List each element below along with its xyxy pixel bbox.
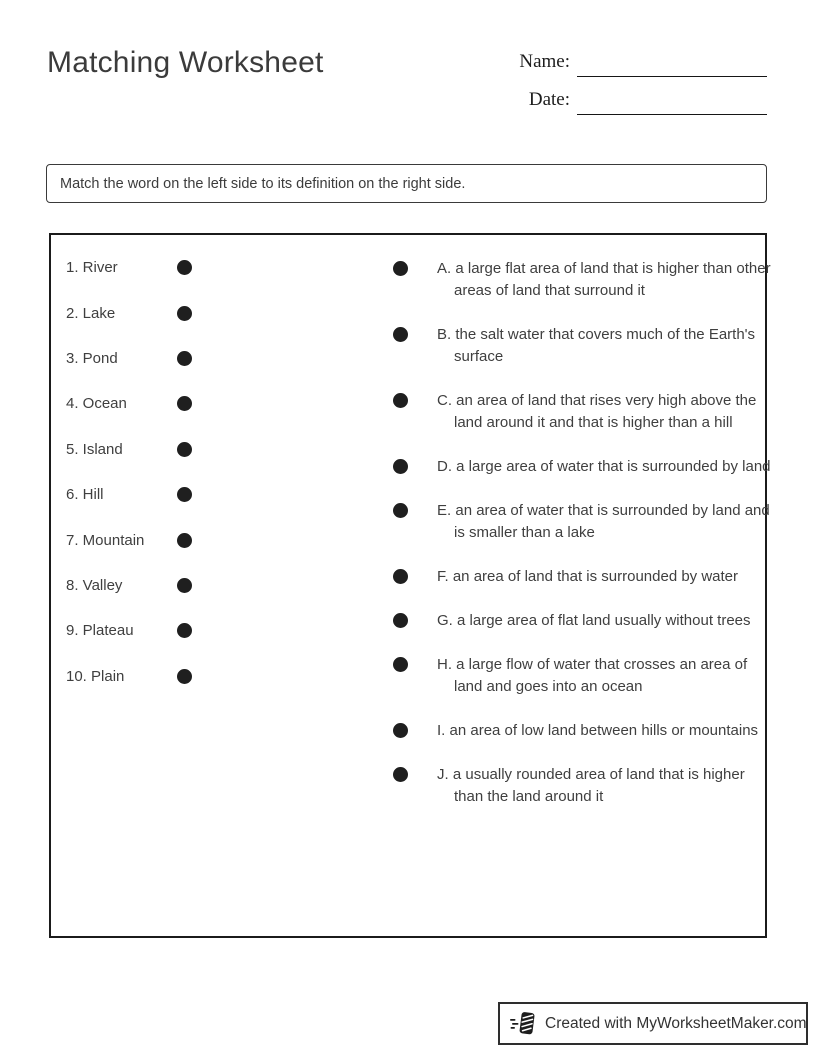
definition-row <box>393 390 771 434</box>
definition-match-dot[interactable] <box>393 503 408 518</box>
word-match-dot[interactable] <box>177 396 192 411</box>
definition-text: A. a large flat area of land that is higher than other areas of land that surround it <box>437 260 771 299</box>
definition-match-dot[interactable] <box>393 723 408 738</box>
worksheet-maker-logo-icon <box>510 1009 537 1038</box>
definition-letter: H. <box>437 656 452 673</box>
definition-match-dot[interactable] <box>393 613 408 628</box>
definition-text: H. a large flow of water that crosses an area of land and goes into an ocean <box>437 656 748 695</box>
word-row <box>66 472 286 517</box>
word-match-dot[interactable] <box>177 351 192 366</box>
definition-letter: C. <box>437 392 452 409</box>
word-match-dot[interactable] <box>177 669 192 684</box>
definition-text: J. a usually rounded area of land that is higher than the land around it <box>437 766 745 805</box>
definition-letter: E. <box>437 502 452 519</box>
word-row <box>66 517 286 562</box>
word-row <box>66 290 286 335</box>
definition-match-dot[interactable] <box>393 657 408 672</box>
word-match-dot[interactable] <box>177 623 192 638</box>
definition-row <box>393 324 771 368</box>
definitions-column <box>393 258 771 830</box>
definition-row <box>393 764 771 808</box>
definition-text: F. an area of land that is surrounded by water <box>437 568 739 585</box>
definition-text: I. an area of low land between hills or mountains <box>437 722 759 739</box>
definition-letter: I. <box>437 722 446 739</box>
words-column <box>66 245 286 699</box>
date-input-line[interactable] <box>577 114 767 115</box>
definition-match-dot[interactable] <box>393 327 408 342</box>
word-label: 2. Lake <box>66 304 116 322</box>
date-label: Date: <box>528 89 570 110</box>
instructions-box <box>46 164 767 203</box>
definition-match-dot[interactable] <box>393 261 408 276</box>
word-label: 1. River <box>66 259 118 277</box>
word-label: 5. Island <box>66 440 123 458</box>
definition-letter: B. <box>437 326 452 343</box>
definition-text: G. a large area of flat land usually without trees <box>437 612 751 629</box>
word-label: 10. Plain <box>66 667 125 685</box>
definition-letter: A. <box>437 260 452 277</box>
word-match-dot[interactable] <box>177 442 192 457</box>
definition-letter: F. <box>437 568 449 585</box>
word-row <box>66 381 286 426</box>
word-row <box>66 336 286 381</box>
word-label: 7. Mountain <box>66 531 145 549</box>
definition-letter: D. <box>437 458 452 475</box>
word-label: 6. Hill <box>66 486 104 504</box>
word-row <box>66 608 286 653</box>
definition-text: D. a large area of water that is surrounded by land <box>437 458 771 475</box>
definition-row <box>393 456 771 478</box>
credit-badge <box>498 1002 808 1045</box>
definition-match-dot[interactable] <box>393 767 408 782</box>
definition-text: B. the salt water that covers much of the Earth's surface <box>437 326 756 365</box>
word-match-dot[interactable] <box>177 533 192 548</box>
name-label: Name: <box>519 51 570 72</box>
word-row <box>66 563 286 608</box>
definition-row <box>393 720 771 742</box>
instructions-text: Match the word on the left side to its definition on the right side. <box>60 175 466 192</box>
definition-row <box>393 566 771 588</box>
word-row <box>66 654 286 699</box>
definition-match-dot[interactable] <box>393 459 408 474</box>
word-match-dot[interactable] <box>177 487 192 502</box>
definition-text: C. an area of land that rises very high above the land around it and that is higher than a hill <box>437 392 757 431</box>
word-label: 8. Valley <box>66 576 123 594</box>
page-title: Matching Worksheet <box>47 46 324 79</box>
word-label: 3. Pond <box>66 349 118 367</box>
definition-row <box>393 258 771 302</box>
definition-row <box>393 500 771 544</box>
credit-text: Created with MyWorksheetMaker.com <box>545 1014 807 1032</box>
definition-text: E. an area of water that is surrounded by land and is smaller than a lake <box>437 502 770 541</box>
word-match-dot[interactable] <box>177 260 192 275</box>
word-row <box>66 245 286 290</box>
name-input-line[interactable] <box>577 76 767 77</box>
word-label: 9. Plateau <box>66 622 134 640</box>
matching-area <box>49 233 771 938</box>
definition-match-dot[interactable] <box>393 393 408 408</box>
definition-row <box>393 654 771 698</box>
word-match-dot[interactable] <box>177 578 192 593</box>
word-row <box>66 427 286 472</box>
definition-letter: J. <box>437 766 449 783</box>
word-match-dot[interactable] <box>177 306 192 321</box>
definition-letter: G. <box>437 612 453 629</box>
definition-match-dot[interactable] <box>393 569 408 584</box>
word-label: 4. Ocean <box>66 395 127 413</box>
definition-row <box>393 610 771 632</box>
